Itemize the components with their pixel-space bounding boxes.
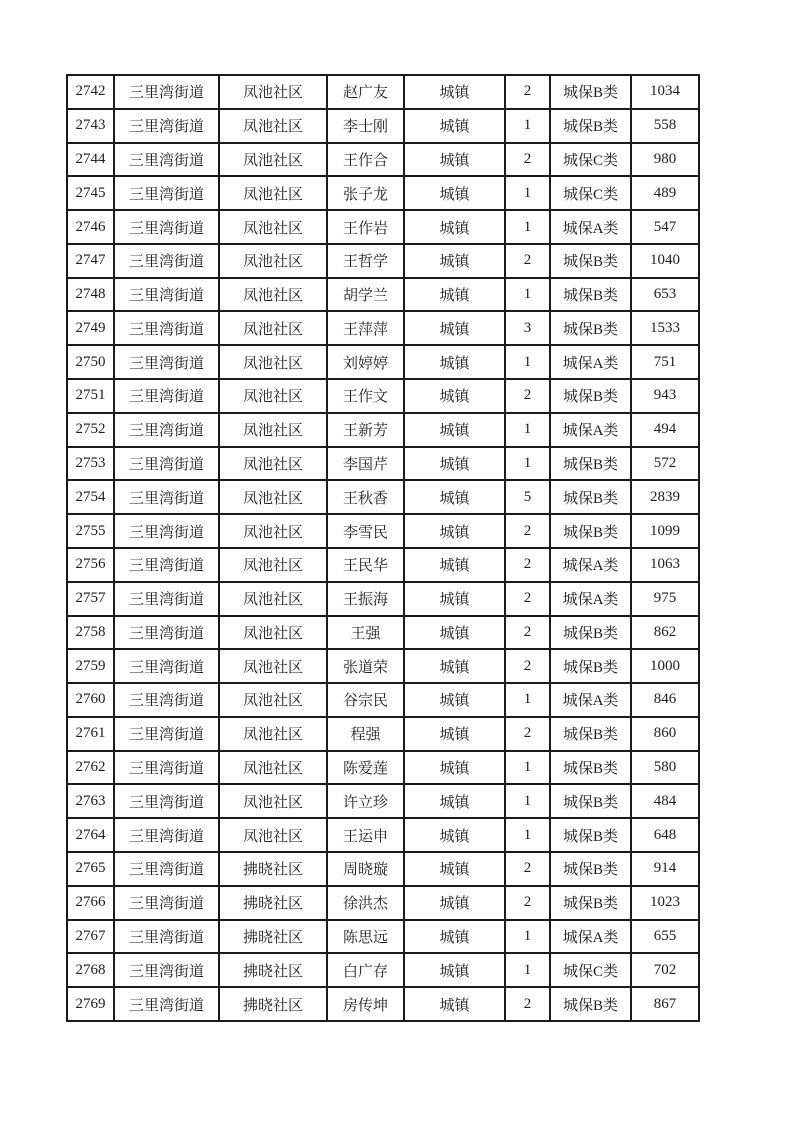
table-row [67,311,699,345]
cell-amount: 558 [631,109,699,143]
cell-insurance-category: 城保B类 [550,311,631,345]
cell-person-name: 李士刚 [327,109,404,143]
cell-street: 三里湾街道 [114,717,219,751]
cell-person-count: 1 [505,210,550,244]
table-row [67,717,699,751]
cell-person-count: 2 [505,379,550,413]
cell-residence-type: 城镇 [404,953,505,987]
cell-seq-number: 2745 [67,176,114,210]
cell-person-count: 1 [505,413,550,447]
cell-person-count: 5 [505,480,550,514]
cell-community: 凤池社区 [219,447,327,481]
table-row [67,143,699,177]
table-row [67,683,699,717]
cell-insurance-category: 城保B类 [550,514,631,548]
cell-residence-type: 城镇 [404,616,505,650]
cell-insurance-category: 城保B类 [550,649,631,683]
cell-residence-type: 城镇 [404,413,505,447]
cell-street: 三里湾街道 [114,953,219,987]
cell-seq-number: 2753 [67,447,114,481]
cell-person-count: 2 [505,649,550,683]
cell-seq-number: 2763 [67,784,114,818]
cell-street: 三里湾街道 [114,75,219,109]
cell-street: 三里湾街道 [114,818,219,852]
cell-amount: 846 [631,683,699,717]
table-row [67,582,699,616]
cell-seq-number: 2769 [67,987,114,1021]
cell-community: 凤池社区 [219,582,327,616]
cell-person-name: 王新芳 [327,413,404,447]
table-row [67,886,699,920]
cell-person-count: 1 [505,345,550,379]
cell-person-name: 周晓璇 [327,852,404,886]
cell-amount: 702 [631,953,699,987]
cell-residence-type: 城镇 [404,379,505,413]
table-row [67,244,699,278]
cell-amount: 1533 [631,311,699,345]
cell-insurance-category: 城保B类 [550,109,631,143]
cell-residence-type: 城镇 [404,345,505,379]
cell-street: 三里湾街道 [114,987,219,1021]
cell-amount: 655 [631,920,699,954]
cell-residence-type: 城镇 [404,311,505,345]
cell-person-name: 张子龙 [327,176,404,210]
cell-person-count: 2 [505,548,550,582]
cell-insurance-category: 城保A类 [550,413,631,447]
cell-street: 三里湾街道 [114,311,219,345]
cell-street: 三里湾街道 [114,143,219,177]
cell-seq-number: 2760 [67,683,114,717]
table-row [67,616,699,650]
cell-community: 凤池社区 [219,751,327,785]
cell-amount: 975 [631,582,699,616]
cell-seq-number: 2766 [67,886,114,920]
cell-insurance-category: 城保A类 [550,548,631,582]
cell-residence-type: 城镇 [404,244,505,278]
cell-person-count: 2 [505,852,550,886]
cell-insurance-category: 城保B类 [550,987,631,1021]
cell-person-name: 许立珍 [327,784,404,818]
cell-person-name: 房传坤 [327,987,404,1021]
cell-person-count: 2 [505,886,550,920]
table-row [67,176,699,210]
table-row [67,920,699,954]
cell-person-count: 2 [505,244,550,278]
cell-insurance-category: 城保A类 [550,210,631,244]
cell-street: 三里湾街道 [114,683,219,717]
cell-person-name: 陈爱莲 [327,751,404,785]
cell-person-count: 2 [505,717,550,751]
cell-seq-number: 2764 [67,818,114,852]
cell-residence-type: 城镇 [404,818,505,852]
cell-insurance-category: 城保A类 [550,345,631,379]
cell-insurance-category: 城保B类 [550,717,631,751]
cell-seq-number: 2768 [67,953,114,987]
cell-seq-number: 2758 [67,616,114,650]
cell-community: 凤池社区 [219,379,327,413]
cell-street: 三里湾街道 [114,514,219,548]
cell-seq-number: 2765 [67,852,114,886]
cell-person-name: 王运申 [327,818,404,852]
cell-community: 凤池社区 [219,683,327,717]
cell-person-count: 1 [505,447,550,481]
cell-residence-type: 城镇 [404,447,505,481]
cell-amount: 572 [631,447,699,481]
cell-person-count: 2 [505,616,550,650]
cell-insurance-category: 城保B类 [550,616,631,650]
cell-person-count: 2 [505,143,550,177]
cell-community: 凤池社区 [219,143,327,177]
cell-community: 凤池社区 [219,244,327,278]
cell-insurance-category: 城保B类 [550,852,631,886]
cell-community: 凤池社区 [219,548,327,582]
cell-person-count: 1 [505,109,550,143]
cell-person-name: 王作合 [327,143,404,177]
cell-person-count: 1 [505,176,550,210]
cell-residence-type: 城镇 [404,548,505,582]
cell-person-name: 程强 [327,717,404,751]
cell-amount: 943 [631,379,699,413]
cell-person-name: 赵广友 [327,75,404,109]
cell-street: 三里湾街道 [114,480,219,514]
cell-community: 凤池社区 [219,345,327,379]
cell-residence-type: 城镇 [404,210,505,244]
table-row [67,413,699,447]
cell-person-name: 陈思远 [327,920,404,954]
cell-person-name: 张道荣 [327,649,404,683]
cell-amount: 914 [631,852,699,886]
cell-residence-type: 城镇 [404,75,505,109]
cell-person-count: 2 [505,582,550,616]
table-row [67,987,699,1021]
cell-person-name: 王作文 [327,379,404,413]
cell-street: 三里湾街道 [114,852,219,886]
cell-residence-type: 城镇 [404,649,505,683]
cell-street: 三里湾街道 [114,176,219,210]
cell-person-name: 王萍萍 [327,311,404,345]
cell-seq-number: 2757 [67,582,114,616]
cell-person-name: 王振海 [327,582,404,616]
cell-street: 三里湾街道 [114,548,219,582]
cell-community: 凤池社区 [219,784,327,818]
cell-street: 三里湾街道 [114,751,219,785]
cell-person-name: 刘婷婷 [327,345,404,379]
cell-person-count: 3 [505,311,550,345]
cell-residence-type: 城镇 [404,176,505,210]
cell-person-name: 王作岩 [327,210,404,244]
cell-community: 凤池社区 [219,210,327,244]
cell-community: 凤池社区 [219,75,327,109]
cell-seq-number: 2762 [67,751,114,785]
table-row [67,109,699,143]
cell-amount: 648 [631,818,699,852]
cell-street: 三里湾街道 [114,278,219,312]
cell-insurance-category: 城保A类 [550,920,631,954]
cell-insurance-category: 城保B类 [550,278,631,312]
cell-seq-number: 2761 [67,717,114,751]
cell-person-count: 2 [505,987,550,1021]
cell-insurance-category: 城保B类 [550,480,631,514]
cell-person-count: 1 [505,920,550,954]
cell-seq-number: 2748 [67,278,114,312]
cell-insurance-category: 城保B类 [550,75,631,109]
table-row [67,751,699,785]
cell-community: 拂晓社区 [219,852,327,886]
cell-community: 凤池社区 [219,109,327,143]
cell-street: 三里湾街道 [114,582,219,616]
cell-insurance-category: 城保B类 [550,886,631,920]
cell-insurance-category: 城保B类 [550,818,631,852]
cell-seq-number: 2744 [67,143,114,177]
cell-insurance-category: 城保B类 [550,447,631,481]
cell-amount: 1063 [631,548,699,582]
cell-residence-type: 城镇 [404,784,505,818]
cell-person-name: 白广存 [327,953,404,987]
cell-insurance-category: 城保B类 [550,379,631,413]
cell-person-count: 1 [505,278,550,312]
cell-street: 三里湾街道 [114,345,219,379]
cell-seq-number: 2754 [67,480,114,514]
cell-community: 凤池社区 [219,818,327,852]
cell-community: 凤池社区 [219,649,327,683]
cell-community: 拂晓社区 [219,920,327,954]
cell-residence-type: 城镇 [404,278,505,312]
cell-seq-number: 2742 [67,75,114,109]
table-row [67,548,699,582]
cell-street: 三里湾街道 [114,784,219,818]
cell-community: 拂晓社区 [219,886,327,920]
cell-amount: 862 [631,616,699,650]
cell-community: 凤池社区 [219,311,327,345]
cell-person-count: 2 [505,514,550,548]
cell-seq-number: 2749 [67,311,114,345]
cell-community: 凤池社区 [219,514,327,548]
cell-amount: 580 [631,751,699,785]
cell-amount: 860 [631,717,699,751]
cell-seq-number: 2750 [67,345,114,379]
cell-person-name: 王强 [327,616,404,650]
table-row [67,379,699,413]
table-row [67,818,699,852]
cell-person-count: 1 [505,751,550,785]
cell-seq-number: 2746 [67,210,114,244]
cell-residence-type: 城镇 [404,683,505,717]
table-row [67,852,699,886]
cell-insurance-category: 城保C类 [550,143,631,177]
cell-amount: 1040 [631,244,699,278]
cell-seq-number: 2751 [67,379,114,413]
cell-community: 凤池社区 [219,717,327,751]
cell-street: 三里湾街道 [114,109,219,143]
cell-seq-number: 2759 [67,649,114,683]
cell-residence-type: 城镇 [404,987,505,1021]
cell-person-name: 徐洪杰 [327,886,404,920]
cell-street: 三里湾街道 [114,244,219,278]
cell-community: 凤池社区 [219,616,327,650]
table-row [67,447,699,481]
cell-amount: 653 [631,278,699,312]
cell-street: 三里湾街道 [114,447,219,481]
cell-amount: 751 [631,345,699,379]
cell-street: 三里湾街道 [114,413,219,447]
table-body [67,75,699,1021]
cell-person-count: 1 [505,953,550,987]
cell-insurance-category: 城保B类 [550,751,631,785]
cell-insurance-category: 城保C类 [550,953,631,987]
table-row [67,75,699,109]
cell-seq-number: 2743 [67,109,114,143]
cell-amount: 1000 [631,649,699,683]
cell-street: 三里湾街道 [114,886,219,920]
cell-person-count: 1 [505,784,550,818]
cell-insurance-category: 城保A类 [550,582,631,616]
table-row [67,480,699,514]
cell-seq-number: 2752 [67,413,114,447]
cell-seq-number: 2767 [67,920,114,954]
cell-seq-number: 2747 [67,244,114,278]
table-row [67,278,699,312]
table-row [67,649,699,683]
cell-amount: 494 [631,413,699,447]
cell-seq-number: 2756 [67,548,114,582]
cell-residence-type: 城镇 [404,920,505,954]
cell-street: 三里湾街道 [114,210,219,244]
cell-community: 拂晓社区 [219,953,327,987]
cell-person-name: 李国芹 [327,447,404,481]
table-row [67,345,699,379]
cell-insurance-category: 城保A类 [550,683,631,717]
cell-community: 凤池社区 [219,413,327,447]
cell-insurance-category: 城保B类 [550,244,631,278]
cell-amount: 2839 [631,480,699,514]
cell-residence-type: 城镇 [404,514,505,548]
cell-amount: 489 [631,176,699,210]
cell-community: 凤池社区 [219,278,327,312]
cell-amount: 547 [631,210,699,244]
cell-insurance-category: 城保B类 [550,784,631,818]
cell-amount: 980 [631,143,699,177]
cell-amount: 1023 [631,886,699,920]
cell-residence-type: 城镇 [404,751,505,785]
cell-person-name: 王哲学 [327,244,404,278]
table-row [67,953,699,987]
cell-amount: 1099 [631,514,699,548]
cell-amount: 867 [631,987,699,1021]
cell-person-name: 王秋香 [327,480,404,514]
cell-person-count: 2 [505,75,550,109]
table-row [67,514,699,548]
cell-insurance-category: 城保C类 [550,176,631,210]
cell-person-name: 李雪民 [327,514,404,548]
cell-residence-type: 城镇 [404,480,505,514]
cell-street: 三里湾街道 [114,616,219,650]
cell-community: 凤池社区 [219,480,327,514]
cell-street: 三里湾街道 [114,649,219,683]
cell-residence-type: 城镇 [404,582,505,616]
cell-residence-type: 城镇 [404,852,505,886]
cell-community: 拂晓社区 [219,987,327,1021]
table-row [67,784,699,818]
table-row [67,210,699,244]
cell-community: 凤池社区 [219,176,327,210]
cell-person-name: 王民华 [327,548,404,582]
cell-street: 三里湾街道 [114,920,219,954]
cell-person-name: 胡学兰 [327,278,404,312]
cell-residence-type: 城镇 [404,109,505,143]
cell-street: 三里湾街道 [114,379,219,413]
cell-person-count: 1 [505,818,550,852]
cell-amount: 484 [631,784,699,818]
cell-amount: 1034 [631,75,699,109]
cell-person-name: 谷宗民 [327,683,404,717]
cell-seq-number: 2755 [67,514,114,548]
cell-residence-type: 城镇 [404,717,505,751]
beneficiary-table [66,74,700,1022]
cell-residence-type: 城镇 [404,143,505,177]
cell-residence-type: 城镇 [404,886,505,920]
cell-person-count: 1 [505,683,550,717]
